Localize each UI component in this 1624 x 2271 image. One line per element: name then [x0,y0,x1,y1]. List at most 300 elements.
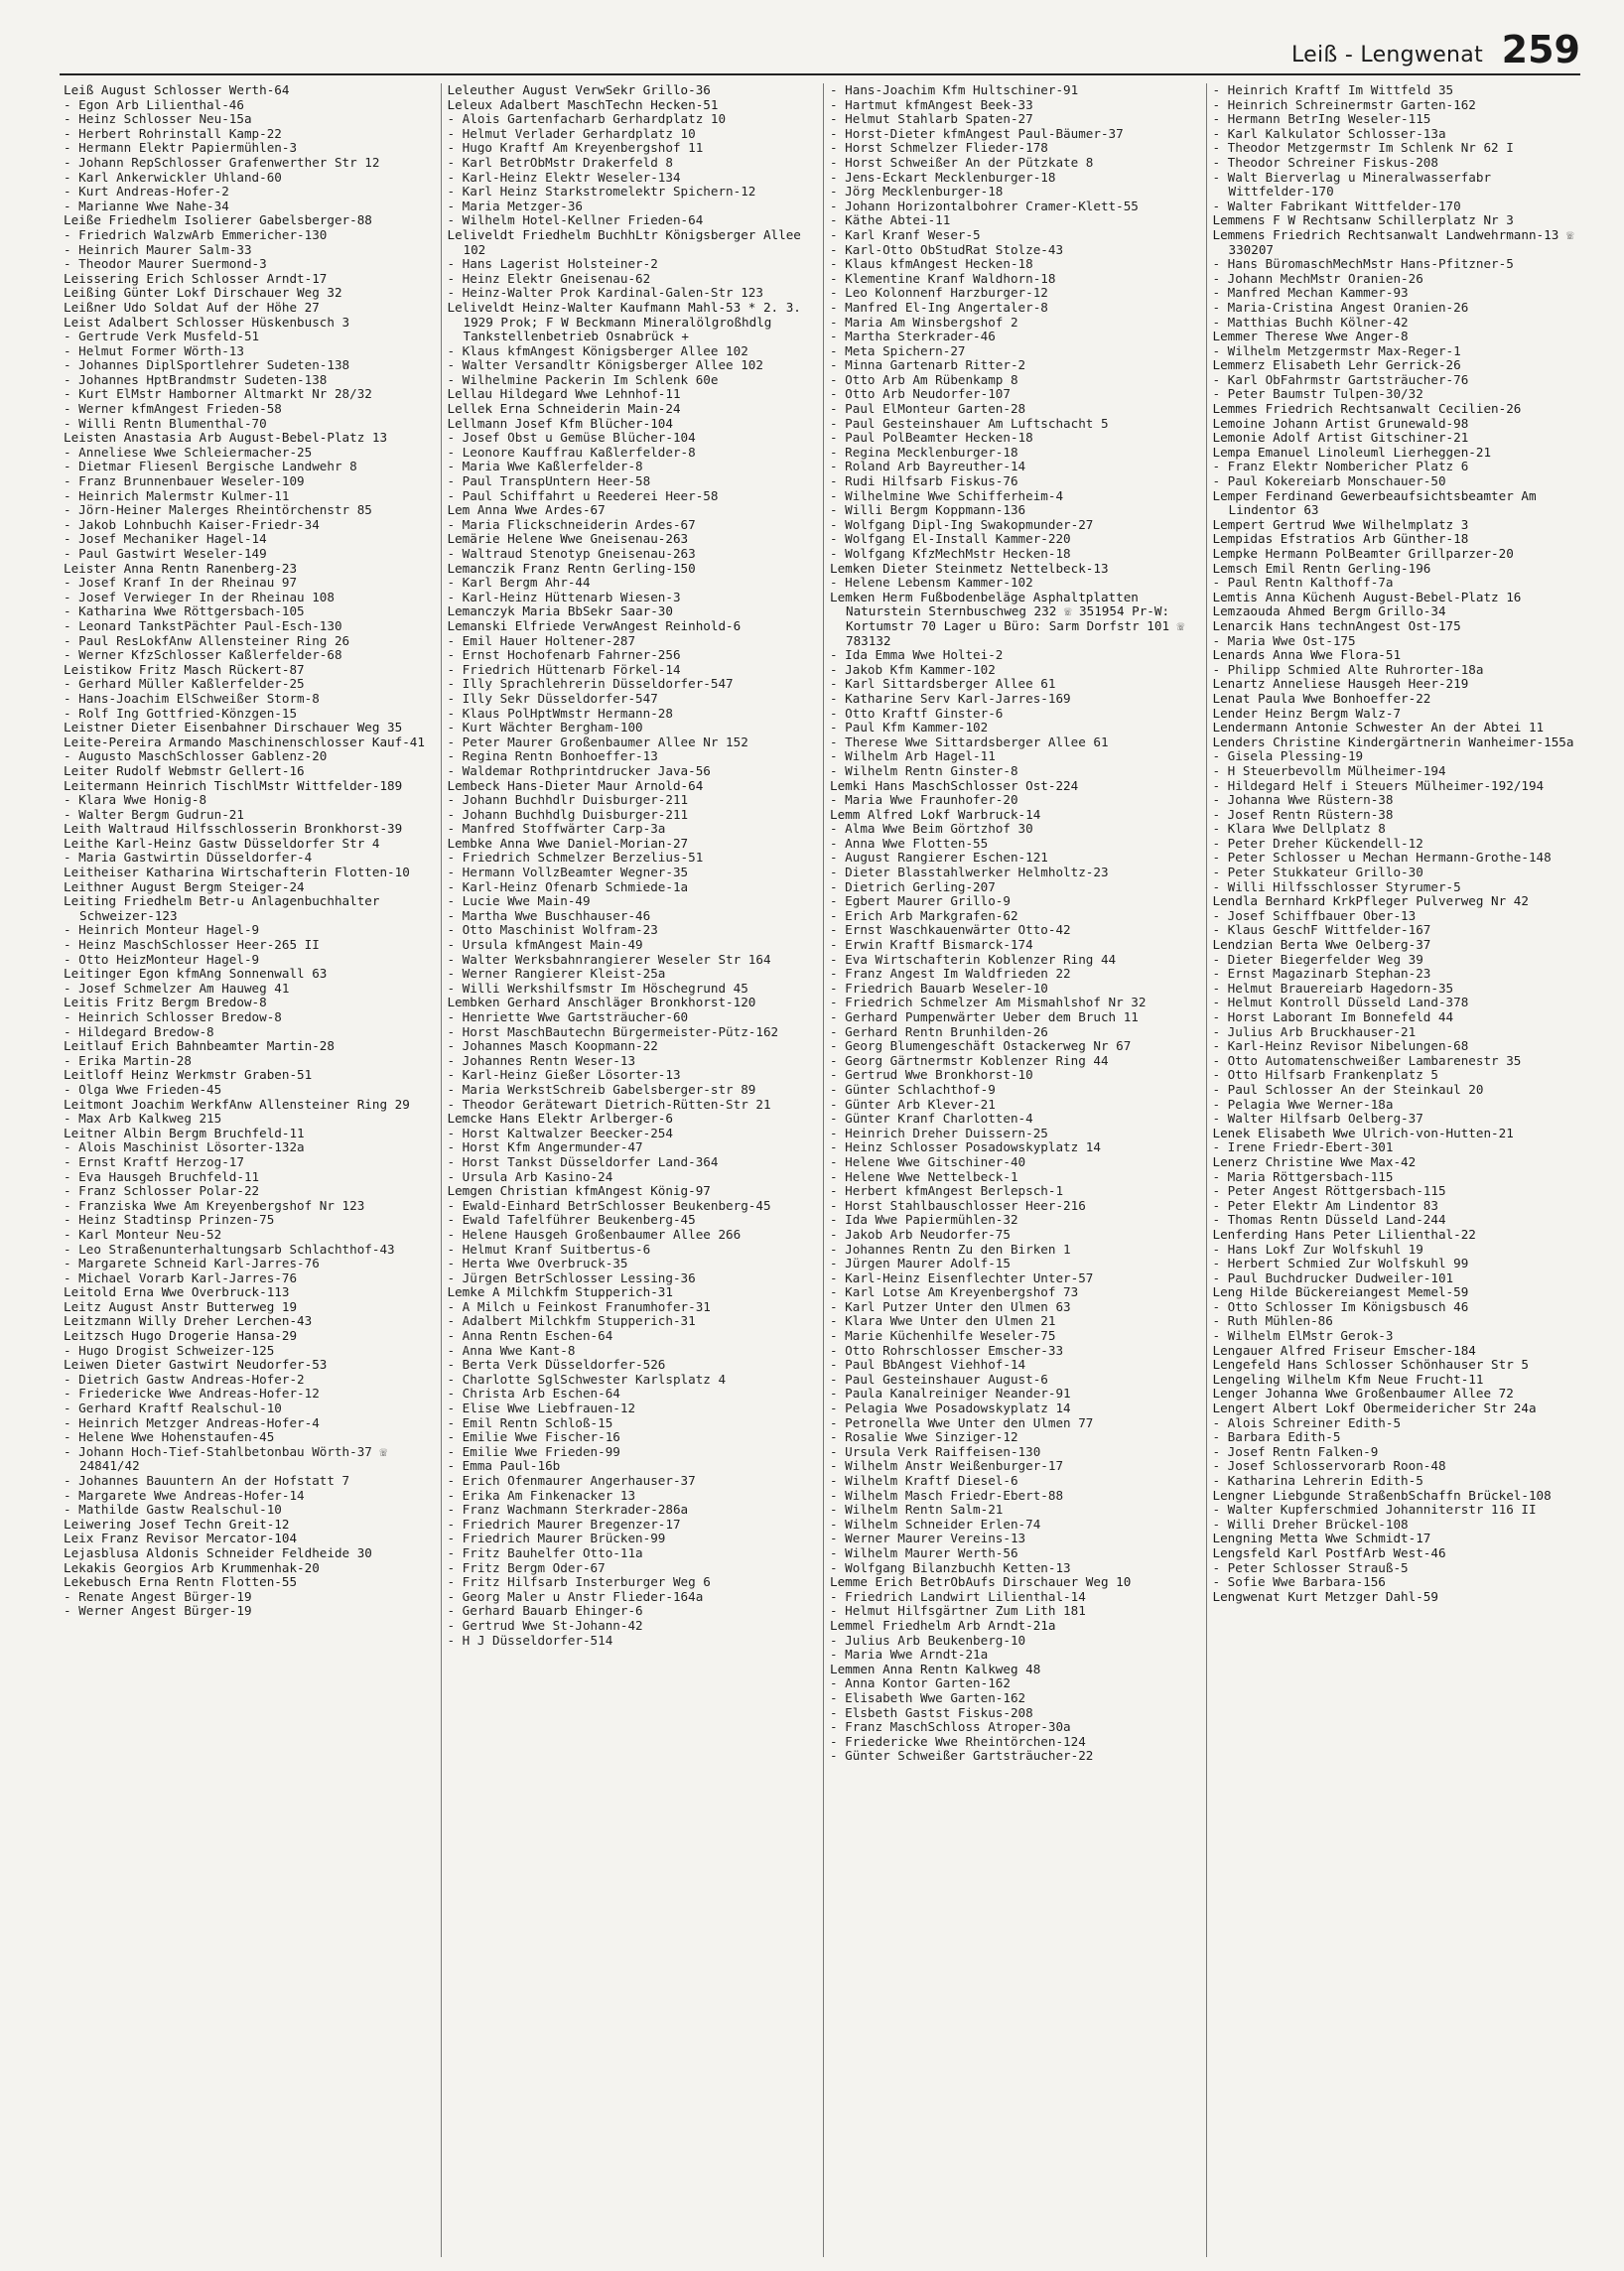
directory-entry: - Karl Putzer Unter den Ulmen 63 [830,1298,1071,1314]
directory-entry: - Ernst Kraftf Herzog-17 [64,1153,244,1169]
directory-entry: - Willi Bergm Koppmann-136 [830,502,1026,518]
directory-entry: Lemm Alfred Lokf Warbruck-14 [830,806,1041,822]
directory-entry: - Julius Arb Beukenberg-10 [830,1632,1026,1648]
directory-entry: - Helmut Hilfsgärtner Zum Lith 181 [830,1603,1086,1619]
directory-entry: - Franz Wachmann Sterkrader-286a [447,1502,689,1518]
directory-entry: - Johannes DiplSportlehrer Sudeten-138 [64,357,350,373]
directory-entry: - Johann Buchhdlg Duisburger-211 [447,806,689,822]
directory-entry: - Gertrude Verk Musfeld-51 [64,329,260,344]
directory-entry: - Heinrich Schlosser Bredow-8 [64,1009,282,1024]
directory-entry: - Günter Kranf Charlotten-4 [830,1111,1033,1127]
directory-entry: - Horst Schmelzer Flieder-178 [830,140,1048,156]
directory-entry: - Regina Mecklenburger-18 [830,444,1018,460]
directory-entry: - Pelagia Wwe Werner-18a [1212,1096,1394,1112]
directory-entry: - Martha Wwe Buschhauser-46 [447,907,651,923]
directory-entry: - Helmut Kontroll Düsseld Land-378 [1212,995,1469,1010]
directory-entry: - Karl BetrObMstr Drakerfeld 8 [447,154,673,170]
directory-entry: - Michael Vorarb Karl-Jarres-76 [64,1269,298,1285]
directory-entry: - Karl-Heinz Ofenarb Schmiede-1a [447,878,689,894]
directory-entry: - Emma Paul-16b [447,1458,561,1474]
directory-entry: Lemmen Anna Rentn Kalkweg 48 [830,1661,1041,1676]
directory-entry: Lemmens F W Rechtsanw Schillerplatz Nr 3 [1212,212,1514,228]
directory-entry: - Egon Arb Lilienthal-46 [64,96,244,112]
directory-entry: Lemper Ferdinand Gewerbeaufsichtsbeamter Am Lindentor 63 [1212,487,1545,518]
directory-entry: - Olga Wwe Frieden-45 [64,1081,222,1097]
directory-entry: - Rolf Ing Gottfried-Könzgen-15 [64,705,298,721]
directory-entry: Lemcke Hans Elektr Arlberger-6 [447,1111,673,1127]
directory-entry: Lenarcik Hans technAngest Ost-175 [1212,617,1461,633]
directory-entry: - Erich Arb Markgrafen-62 [830,907,1018,923]
directory-entry: - Ursula Verk Raiffeisen-130 [830,1443,1041,1459]
directory-entry: - Georg Gärtnermstr Koblenzer Ring 44 [830,1052,1109,1068]
directory-entry: - Ernst Waschkauenwärter Otto-42 [830,922,1071,938]
directory-entry: - Emilie Wwe Fischer-16 [447,1429,620,1445]
directory-entry: - Ursula kfmAngest Main-49 [447,937,643,953]
directory-entry: - Josef Schmelzer Am Hauweg 41 [64,980,290,996]
directory-entry: - Fritz Bergm Oder-67 [447,1559,606,1575]
directory-entry: Leitis Fritz Bergm Bredow-8 [64,995,267,1010]
directory-entry: - H Steuerbevollm Mülheimer-194 [1212,762,1446,778]
directory-entry: - Willi Dreher Brückel-108 [1212,1516,1409,1532]
directory-entry: - Maria Wwe Fraunhofer-20 [830,792,1018,808]
directory-entry: Lendla Bernhard KrkPfleger Pulverweg Nr 42 [1212,893,1529,909]
directory-entry: - Regina Rentn Bonhoeffer-13 [447,748,658,764]
directory-entry: Leith Waltraud Hilfsschlosserin Bronkhorst-39 [64,821,403,837]
directory-entry: - Johann MechMstr Oranien-26 [1212,270,1423,286]
directory-entry: - Sofie Wwe Barbara-156 [1212,1574,1386,1590]
directory-entry: - Alois Maschinist Lösorter-132a [64,1139,305,1155]
directory-entry: - Maria Am Winsbergshof 2 [830,314,1018,330]
directory-entry: Leitloff Heinz Werkmstr Graben-51 [64,1067,313,1083]
directory-entry: - Theodor Gerätewart Dietrich-Rütten-Str 21 [447,1096,771,1112]
directory-column-3 [823,83,1198,2257]
directory-entry: - Klaus kfmAngest Hecken-18 [830,256,1033,272]
directory-entry: - Günter Arb Klever-21 [830,1096,996,1112]
directory-entry: - Eva Hausgeh Bruchfeld-11 [64,1168,260,1184]
directory-entry: - Jörn-Heiner Malerges Rheintörchenstr 85 [64,502,372,518]
directory-entry: - Gertrud Wwe St-Johann-42 [447,1617,643,1633]
directory-entry: - Ursula Arb Kasino-24 [447,1168,613,1184]
directory-entry: - Johann Horizontalbohrer Cramer-Klett-55 [830,198,1139,213]
directory-entry: - Karl-Heinz Eisenflechter Unter-57 [830,1269,1094,1285]
directory-entry: - Hartmut kfmAngest Beek-33 [830,96,1033,112]
directory-entry: - Willi Werkshilfsmstr Im Höschegrund 45 [447,980,748,996]
directory-entry: - Franziska Wwe Am Kreyenbergshof Nr 123 [64,1197,365,1213]
directory-entry: - Hans-Joachim Kfm Hultschiner-91 [830,82,1079,97]
directory-entry: - Otto Kraftf Ginster-6 [830,705,1004,721]
directory-entry: - Heinz-Walter Prok Kardinal-Galen-Str 123 [447,285,763,301]
directory-entry: Lemanski Elfriede VerwAngest Reinhold-6 [447,617,742,633]
directory-entry: - Ruth Mühlen-86 [1212,1313,1333,1329]
directory-entry: - Klaus GeschF Wittfelder-167 [1212,922,1431,938]
directory-entry: - Hugo Kraftf Am Kreyenbergshof 11 [447,140,704,156]
directory-entry: - Emilie Wwe Frieden-99 [447,1443,620,1459]
directory-entry: - Günter Schlachthof-9 [830,1081,996,1097]
directory-entry: - Friedericke Wwe Andreas-Hofer-12 [64,1386,320,1402]
directory-entry: - Klara Wwe Honig-8 [64,792,207,808]
directory-entry: - Emil Hauer Holtener-287 [447,632,636,648]
directory-entry: - Elise Wwe Liebfrauen-12 [447,1401,636,1416]
directory-entry: - Martha Sterkrader-46 [830,329,996,344]
directory-entry: - Peter Maurer Großenbaumer Allee Nr 152 [447,734,748,749]
directory-entry: - Wolfgang El-Install Kammer-220 [830,531,1071,547]
directory-entry: - Hermann Elektr Papiermühlen-3 [64,140,298,156]
directory-entry: - Heinrich Dreher Duissern-25 [830,1125,1048,1140]
directory-entry: - Karl-Heinz Elektr Weseler-134 [447,169,681,185]
directory-entry: - Wilhelm Anstr Weißenburger-17 [830,1458,1064,1474]
directory-entry: - Werner Maurer Vereins-13 [830,1531,1026,1546]
directory-entry: - Peter Schlosser Strauß-5 [1212,1559,1409,1575]
directory-entry: - Karl Monteur Neu-52 [64,1226,222,1242]
directory-entry: - Paul Rentn Kalthoff-7a [1212,575,1394,591]
directory-entry: - Gisela Plessing-19 [1212,748,1364,764]
directory-entry: - Heinz Elektr Gneisenau-62 [447,270,651,286]
directory-entry: - Karl Kranf Weser-5 [830,226,981,242]
directory-entry: - Paul Kokereiarb Monschauer-50 [1212,473,1446,489]
directory-entry: Lejasblusa Aldonis Schneider Feldheide 30 [64,1544,372,1560]
directory-entry: - Peter Elektr Am Lindentor 83 [1212,1197,1438,1213]
directory-entry: - Heinrich Schreinermstr Garten-162 [1212,96,1476,112]
directory-entry: - Margarete Schneid Karl-Jarres-76 [64,1256,320,1271]
directory-entry: Leiwen Dieter Gastwirt Neudorfer-53 [64,1357,328,1373]
directory-entry: - Helmut Kranf Suitbertus-6 [447,1241,651,1257]
directory-entry: - Karl-Heinz Revisor Nibelungen-68 [1212,1038,1469,1054]
directory-entry: - Theodor Schreiner Fiskus-208 [1212,154,1438,170]
directory-entry: - Herbert Schmied Zur Wolfskuhl 99 [1212,1256,1469,1271]
directory-entry: Lempert Gertrud Wwe Wilhelmplatz 3 [1212,516,1469,532]
directory-entry: - Karl-Heinz Gießer Lösorter-13 [447,1067,681,1083]
directory-entry: Leiter Rudolf Webmstr Gellert-16 [64,762,305,778]
directory-entry: - Hans Lokf Zur Wolfskuhl 19 [1212,1241,1423,1257]
directory-entry: Leithner August Bergm Steiger-24 [64,878,305,894]
directory-entry: Leister Anna Rentn Ranenberg-23 [64,560,298,576]
directory-entry: Lemmerz Elisabeth Lehr Gerrick-26 [1212,357,1461,373]
directory-entry: - Egbert Maurer Grillo-9 [830,893,1011,909]
directory-entry: - Fritz Bauhelfer Otto-11a [447,1544,643,1560]
directory-entry: - Otto HeizMonteur Hagel-9 [64,951,260,967]
directory-entry: - Johannes HptBrandmstr Sudeten-138 [64,371,328,387]
directory-entry: - Hermann BetrIng Weseler-115 [1212,111,1431,127]
directory-entry: - Josef Mechaniker Hagel-14 [64,531,267,547]
directory-entry: Lemoine Johann Artist Grunewald-98 [1212,415,1469,431]
directory-entry: Leißner Udo Soldat Auf der Höhe 27 [64,299,320,315]
directory-entry: - Horst-Dieter kfmAngest Paul-Bäumer-37 [830,125,1124,141]
directory-entry: - Wilhelm Masch Friedr-Ebert-88 [830,1487,1064,1503]
directory-entry: Lempidas Efstratios Arb Günther-18 [1212,531,1469,547]
directory-entry: Leitheiser Katharina Wirtschafterin Flotten-10 [64,865,410,880]
directory-entry: - Julius Arb Bruckhauser-21 [1212,1023,1417,1039]
directory-entry: - Franz Elektr Nombericher Platz 6 [1212,459,1469,474]
directory-entry: - Wilhelm ElMstr Gerok-3 [1212,1328,1394,1344]
directory-entry: - Helene Hausgeh Großenbaumer Allee 266 [447,1226,742,1242]
directory-entry: Lengner Liebgunde StraßenbSchaffn Brückel-108 [1212,1487,1552,1503]
directory-entry: - Peter Dreher Kückendell-12 [1212,835,1423,851]
directory-entry: - Otto Automatenschweißer Lambarenestr 35 [1212,1052,1522,1068]
directory-entry: Leliveldt Heinz-Walter Kaufmann Mahl-53 * 2. 3. 1929 Prok; F W Beckmann Mineralölgroßhdlg Tankstellenbetrieb Osnabrück + [447,299,809,344]
directory-entry: - Horst Tankst Düsseldorfer Land-364 [447,1153,719,1169]
directory-entry: - Kurt ElMstr Hamborner Altmarkt Nr 28/32 [64,386,372,402]
directory-entry: - Pelagia Wwe Posadowskyplatz 14 [830,1401,1071,1416]
directory-entry: - Dietrich Gerling-207 [830,878,996,894]
directory-entry: - Horst Schweißer An der Pützkate 8 [830,154,1094,170]
directory-entry: - Franz Schlosser Polar-22 [64,1183,260,1199]
directory-entry: - Maria-Cristina Angest Oranien-26 [1212,299,1469,315]
directory-entry: - Walter Werksbahnrangierer Weseler Str 164 [447,951,771,967]
directory-entry: Leng Hilde Bückereiangest Memel-59 [1212,1284,1469,1300]
directory-entry: Lengsfeld Karl PostfArb West-46 [1212,1544,1446,1560]
directory-entry: Lengning Metta Wwe Schmidt-17 [1212,1531,1431,1546]
directory-entry: - Petronella Wwe Unter den Ulmen 77 [830,1414,1094,1430]
directory-entry: - Dietmar Fliesenl Bergische Landwehr 8 [64,459,357,474]
directory-entry: - Rudi Hilfsarb Fiskus-76 [830,473,1018,489]
directory-entry: - Alois Schreiner Edith-5 [1212,1414,1402,1430]
directory-entry: Lemanczik Franz Rentn Gerling-150 [447,560,696,576]
directory-entry: - Paul ElMonteur Garten-28 [830,401,1026,417]
directory-entry: - Johann Hoch-Tief-Stahlbetonbau Wörth-37 ☏ 24841/42 [64,1443,395,1474]
directory-entry: - Karl Kalkulator Schlosser-13a [1212,125,1446,141]
directory-entry: - Paul Buchdrucker Dudweiler-101 [1212,1269,1454,1285]
directory-entry: - Herbert kfmAngest Berlepsch-1 [830,1183,1064,1199]
directory-entry: - Josef Obst u Gemüse Blücher-104 [447,430,696,446]
directory-entry: - Friedrich Bauarb Weseler-10 [830,980,1048,996]
directory-entry: - Wilhelmine Wwe Schifferheim-4 [830,487,1064,503]
directory-entry: - Gerhard Rentn Brunhilden-26 [830,1023,1048,1039]
directory-entry: - Wilhelm Metzgermstr Max-Reger-1 [1212,342,1461,358]
directory-entry: - Friedrich Schmelzer Am Mismahlshof Nr 32 [830,995,1147,1010]
directory-entry: - Peter Stukkateur Grillo-30 [1212,865,1423,880]
directory-entry: - Helmut Verlader Gerhardplatz 10 [447,125,696,141]
directory-entry: - Jakob Lohnbuchh Kaiser-Friedr-34 [64,516,320,532]
directory-entry: - Willi Rentn Blumenthal-70 [64,415,267,431]
directory-entry: - Otto Arb Neudorfer-107 [830,386,1011,402]
directory-entry: Lendermann Antonie Schwester An der Abtei 11 [1212,720,1545,735]
directory-entry: - Peter Schlosser u Mechan Hermann-Grothe-148 [1212,850,1552,866]
directory-entry: - Manfred Mechan Kammer-93 [1212,285,1409,301]
directory-entry: - Katharina Lehrerin Edith-5 [1212,1473,1423,1488]
directory-entry: Leiwering Josef Techn Greit-12 [64,1516,290,1532]
directory-entry: - Karl ObFahrmstr Gartsträucher-76 [1212,371,1469,387]
directory-entry: - Mathilde Gastw Realschul-10 [64,1502,282,1518]
directory-entry: - Josef Verwieger In der Rheinau 108 [64,589,335,604]
directory-entry: Lemken Dieter Steinmetz Nettelbeck-13 [830,560,1109,576]
directory-entry: - Karl Bergm Ahr-44 [447,575,591,591]
directory-entry: Lemgen Christian kfmAngest König-97 [447,1183,711,1199]
directory-entry: - Roland Arb Bayreuther-14 [830,459,1026,474]
directory-entry: - Paul Kfm Kammer-102 [830,720,989,735]
directory-entry: - Herta Wwe Overbruck-35 [447,1256,628,1271]
page-header [60,28,1580,75]
directory-entry: - Hugo Drogist Schweizer-125 [64,1342,275,1358]
directory-entry: Lemki Hans MaschSchlosser Ost-224 [830,777,1079,793]
directory-entry: - Johanna Wwe Rüstern-38 [1212,792,1394,808]
directory-entry: - Helene Wwe Hohenstaufen-45 [64,1429,275,1445]
directory-entry: - Waldemar Rothprintdrucker Java-56 [447,762,711,778]
directory-entry: - Theodor Maurer Suermond-3 [64,256,267,272]
directory-entry: - Walter Kupferschmied Johanniterstr 116 II [1212,1502,1537,1518]
directory-entry: Lenders Christine Kindergärtnerin Wanheimer-155a [1212,734,1574,749]
directory-entry: - Kurt Andreas-Hofer-2 [64,184,229,200]
directory-entry: - Wilhelm Rentn Ginster-8 [830,762,1018,778]
running-head-guide-words: Leiß - Lengwenat [1291,43,1483,67]
directory-entry: - Christa Arb Eschen-64 [447,1386,620,1402]
directory-entry: - Josef Rentn Falken-9 [1212,1443,1379,1459]
directory-entry: Leite-Pereira Armando Maschinenschlosser Kauf-41 [64,734,425,749]
directory-entry: - Paul Schlosser An der Steinkaul 20 [1212,1081,1484,1097]
directory-entry: - Heinz MaschSchlosser Heer-265 II [64,937,320,953]
directory-entry: - Meta Spichern-27 [830,342,966,358]
directory-entry: Leitzmann Willy Dreher Lerchen-43 [64,1313,313,1329]
directory-entry: - Emil Rentn Schloß-15 [447,1414,613,1430]
directory-entry: - Anna Wwe Flotten-55 [830,835,989,851]
directory-entry: - Friedrich WalzwArb Emmericher-130 [64,226,328,242]
directory-entry: - Horst Kaltwalzer Beecker-254 [447,1125,673,1140]
directory-entry: - Leonore Kauffrau Kaßlerfelder-8 [447,444,696,460]
directory-entry: Lempa Emanuel Linoleuml Lierheggen-21 [1212,444,1492,460]
directory-entry: Lemme Erich BetrObAufs Dirschauer Weg 10 [830,1574,1132,1590]
directory-entry: - Matthias Buchh Kölner-42 [1212,314,1409,330]
directory-entry: - Anna Rentn Eschen-64 [447,1328,613,1344]
directory-entry: - Johannes Bauuntern An der Hofstatt 7 [64,1473,350,1488]
directory-entry: Lenards Anna Wwe Flora-51 [1212,647,1402,663]
directory-entry: Leiße Friedhelm Isolierer Gabelsberger-88 [64,212,372,228]
directory-entry: Leleuther August VerwSekr Grillo-36 [447,82,711,97]
directory-entry: - Josef Schiffbauer Ober-13 [1212,907,1417,923]
directory-entry: - Wolfgang Dipl-Ing Swakopmunder-27 [830,516,1094,532]
directory-entry: - Werner Rangierer Kleist-25a [447,966,666,982]
directory-entry: Leliveldt Friedhelm BuchhLtr Königsberger Allee 102 [447,226,809,257]
directory-entry: - Georg Blumengeschäft Ostackerweg Nr 67 [830,1038,1132,1054]
directory-entry: - Friedrich Maurer Bregenzer-17 [447,1516,681,1532]
directory-entry: Lemsch Emil Rentn Gerling-196 [1212,560,1431,576]
directory-entry: - Barbara Edith-5 [1212,1429,1341,1445]
directory-entry: - Jakob Arb Neudorfer-75 [830,1226,1011,1242]
directory-entry: - Peter Angest Röttgersbach-115 [1212,1183,1446,1199]
directory-entry: - Maria Metzger-36 [447,198,583,213]
directory-column-1 [58,83,433,2257]
directory-entry: - Ewald-Einhard BetrSchlosser Beukenberg-45 [447,1197,771,1213]
directory-entry: - Ewald Tafelführer Beukenberg-45 [447,1212,696,1228]
directory-entry: - Johann Buchhdlr Duisburger-211 [447,792,689,808]
directory-entry: - Karl-Heinz Hüttenarb Wiesen-3 [447,589,681,604]
directory-entry: Lemmes Friedrich Rechtsanwalt Cecilien-26 [1212,401,1522,417]
directory-entry: - Heinz Schlosser Neu-15a [64,111,252,127]
directory-entry: - H J Düsseldorfer-514 [447,1632,613,1648]
directory-entry: - Horst MaschBautechn Bürgermeister-Pütz-162 [447,1023,779,1039]
directory-column-2 [441,83,816,2257]
directory-entry: - Karl Heinz Starkstromelektr Spichern-12 [447,184,756,200]
directory-entry: - Jürgen Maurer Adolf-15 [830,1256,1011,1271]
directory-entry: Leistner Dieter Eisenbahner Dirschauer Weg 35 [64,720,403,735]
directory-entry: - Wolfgang Bilanzbuchh Ketten-13 [830,1559,1071,1575]
directory-entry: - Paul Gesteinshauer August-6 [830,1371,1048,1387]
directory-entry: Lendzian Berta Wwe Oelberg-37 [1212,937,1431,953]
directory-entry: - Heinrich Monteur Hagel-9 [64,922,260,938]
directory-entry: Leitmont Joachim WerkfAnw Allensteiner Ring 29 [64,1096,410,1112]
directory-entry: Leiting Friedhelm Betr-u Anlagenbuchhalter Schweizer-123 [64,893,388,923]
directory-entry: - Adalbert Milchkfm Stupperich-31 [447,1313,696,1329]
directory-entry: - Theodor Metzgermstr Im Schlenk Nr 62 I [1212,140,1514,156]
directory-entry: - Henriette Wwe Gartsträucher-60 [447,1009,689,1024]
directory-entry: - Berta Verk Düsseldorfer-526 [447,1357,666,1373]
directory-entry: - Wilhelm Hotel-Kellner Frieden-64 [447,212,704,228]
directory-entry: - Leo Straßenunterhaltungsarb Schlachthof-43 [64,1241,395,1257]
directory-entry: - Erika Am Finkenacker 13 [447,1487,636,1503]
directory-entry: - Walt Bierverlag u Mineralwasserfabr Wittfelder-170 [1212,169,1499,200]
directory-entry: - Karl Ankerwickler Uhland-60 [64,169,282,185]
directory-entry: - Max Arb Kalkweg 215 [64,1111,222,1127]
directory-entry: - Paul Schiffahrt u Reederei Heer-58 [447,487,719,503]
directory-entry: Lemzaouda Ahmed Bergm Grillo-34 [1212,603,1446,619]
directory-entry: - Alois Gartenfacharb Gerhardplatz 10 [447,111,727,127]
directory-entry: - Paula Kanalreiniger Neander-91 [830,1386,1071,1402]
directory-entry: - Philipp Schmied Alte Ruhrorter-18a [1212,661,1484,677]
directory-entry: - Horst Stahlbauschlosser Heer-216 [830,1197,1086,1213]
directory-entry: - Renate Angest Bürger-19 [64,1588,252,1604]
directory-entry: Lemmer Therese Wwe Anger-8 [1212,329,1409,344]
directory-entry: - Hans BüromaschMechMstr Hans-Pfitzner-5 [1212,256,1514,272]
directory-entry: - Horst Kfm Angermunder-47 [447,1139,643,1155]
directory-entry: - Paul ResLokfAnw Allensteiner Ring 26 [64,632,350,648]
directory-entry: - Käthe Abtei-11 [830,212,951,228]
directory-entry: Leitz August Anstr Butterweg 19 [64,1298,298,1314]
directory-entry: - Franz Brunnenbauer Weseler-109 [64,473,305,489]
directory-entry: - Friedrich Schmelzer Berzelius-51 [447,850,704,866]
directory-entry: - Georg Maler u Anstr Flieder-164a [447,1588,704,1604]
directory-entry: - Dieter Blasstahlwerker Helmholtz-23 [830,865,1109,880]
directory-entry: - Augusto MaschSchlosser Gablenz-20 [64,748,328,764]
directory-entry: - Leonard TankstPächter Paul-Esch-130 [64,617,342,633]
directory-entry: Lellau Hildegard Wwe Lehnhof-11 [447,386,681,402]
directory-entry: Lemken Herm Fußbodenbeläge Asphaltplatten Naturstein Sternbuschweg 232 ☏ 351954 Pr-W: Kortumstr 70 Lager u Büro: Sarm Dorfstr 101 ☏ 783132 [830,589,1192,648]
directory-entry: Leleux Adalbert MaschTechn Hecken-51 [447,96,719,112]
directory-entry: Lellmann Josef Kfm Blücher-104 [447,415,673,431]
directory-entry: - Wilhelm Schneider Erlen-74 [830,1516,1041,1532]
directory-entry: - Leo Kolonnenf Harzburger-12 [830,285,1048,301]
directory-entry: - Helmut Brauereiarb Hagedorn-35 [1212,980,1454,996]
directory-entry: Leitner Albin Bergm Bruchfeld-11 [64,1125,305,1140]
directory-entry: - Erwin Kraftf Bismarck-174 [830,937,1033,953]
directory-entry: - Werner kfmAngest Frieden-58 [64,401,282,417]
directory-entry: Leißing Günter Lokf Dirschauer Weg 32 [64,285,342,301]
directory-entry: - Gerhard Kraftf Realschul-10 [64,1401,282,1416]
directory-entry: - Helmut Former Wörth-13 [64,342,244,358]
directory-entry: - Margarete Wwe Andreas-Hofer-14 [64,1487,305,1503]
directory-entry: - Heinrich Kraftf Im Wittfeld 35 [1212,82,1454,97]
directory-entry: - Marianne Wwe Nahe-34 [64,198,229,213]
directory-entry: - Manfred El-Ing Angertaler-8 [830,299,1048,315]
directory-entry: - Dieter Biegerfelder Weg 39 [1212,951,1423,967]
directory-entry: - Helene Wwe Gitschiner-40 [830,1153,1026,1169]
directory-entry: - Helene Wwe Nettelbeck-1 [830,1168,1018,1184]
directory-entry: - Gertrud Wwe Bronkhorst-10 [830,1067,1033,1083]
directory-entry: - Herbert Rohrinstall Kamp-22 [64,125,282,141]
directory-entry: - Otto Schlosser Im Königsbusch 46 [1212,1298,1469,1314]
directory-entry: - Ernst Magazinarb Stephan-23 [1212,966,1431,982]
directory-entry: - Klara Wwe Unter den Ulmen 21 [830,1313,1056,1329]
directory-entry: Lengert Albert Lokf Obermeidericher Str 24a [1212,1401,1537,1416]
directory-entry: Lenek Elisabeth Wwe Ulrich-von-Hutten-21 [1212,1125,1514,1140]
directory-entry: - Günter Schweißer Gartsträucher-22 [830,1748,1094,1764]
directory-entry: - Hildegard Bredow-8 [64,1023,214,1039]
directory-entry: - Walter Bergm Gudrun-21 [64,806,244,822]
directory-entry: - Franz Angest Im Waldfrieden 22 [830,966,1071,982]
directory-entry: Leix Franz Revisor Mercator-104 [64,1531,298,1546]
directory-entry: - Maria Flickschneiderin Ardes-67 [447,516,696,532]
directory-entry: - Ida Wwe Papiermühlen-32 [830,1212,1018,1228]
directory-entry: - Anneliese Wwe Schleiermacher-25 [64,444,313,460]
directory-entry: Leitlauf Erich Bahnbeamter Martin-28 [64,1038,335,1054]
directory-entry: - Maria Wwe Kaßlerfelder-8 [447,459,643,474]
